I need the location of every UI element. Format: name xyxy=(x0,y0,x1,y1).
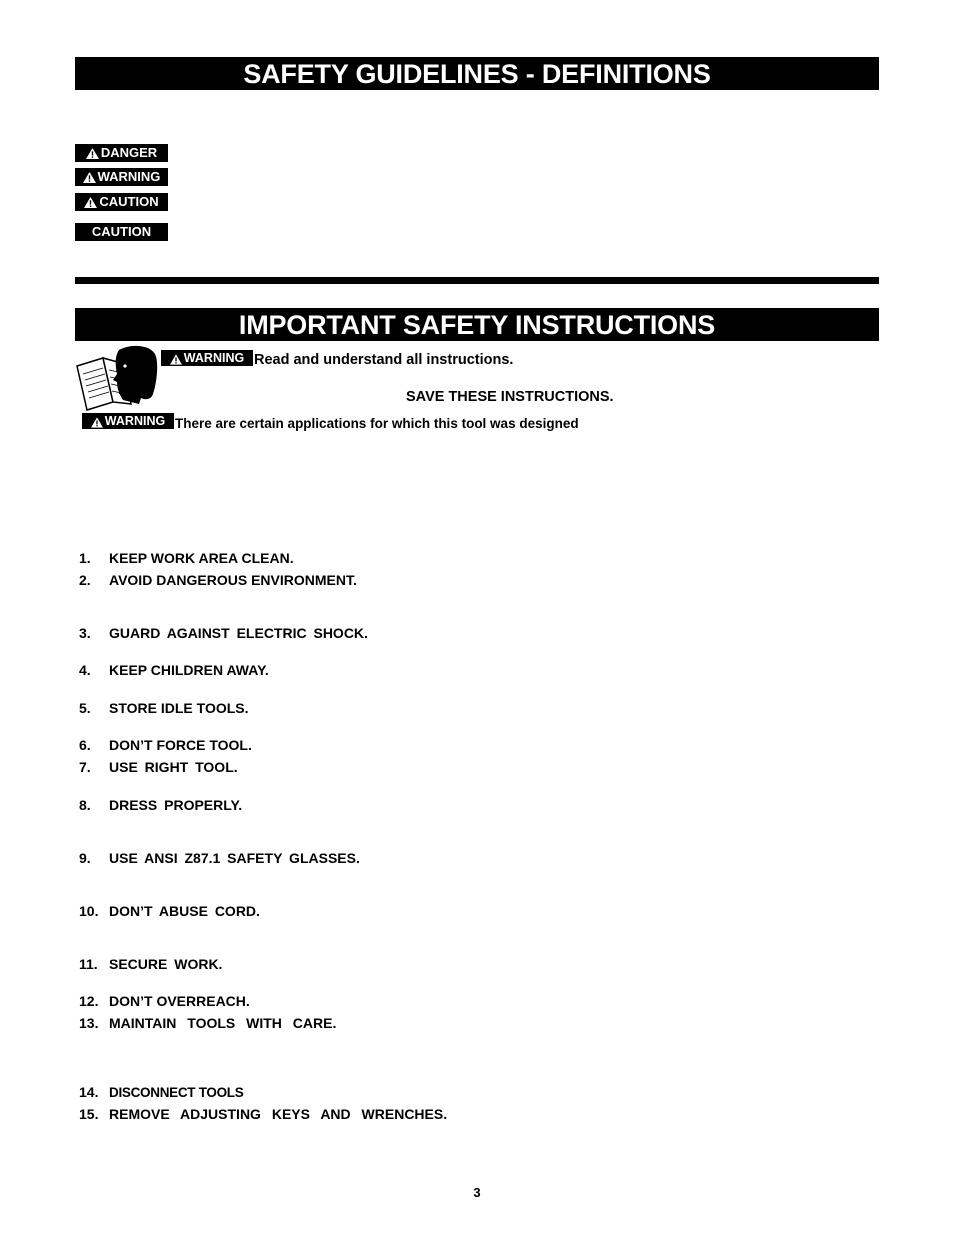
signal-word: WARNING xyxy=(183,351,245,365)
save-instructions-text: SAVE THESE INSTRUCTIONS. xyxy=(406,389,614,405)
alert-triangle-icon xyxy=(86,148,99,159)
signal-word: CAUTION xyxy=(99,194,159,209)
list-item: 7. USE RIGHT TOOL. xyxy=(79,759,238,775)
warning-signal-label xyxy=(161,350,253,366)
page-number: 3 xyxy=(473,1185,481,1200)
alert-triangle-icon xyxy=(170,353,182,364)
list-item: 5. STORE IDLE TOOLS. xyxy=(79,700,249,716)
list-item: 8. DRESS PROPERLY. xyxy=(79,797,243,813)
list-item: 4. KEEP CHILDREN AWAY. xyxy=(79,662,269,678)
applications-warning-text: There are certain applications for which this tool was designed xyxy=(175,416,579,431)
reader-with-manual-icon xyxy=(73,344,159,412)
list-item: 13. MAINTAIN TOOLS WITH CARE. xyxy=(79,1015,337,1031)
caution-no-symbol-label xyxy=(75,223,168,241)
list-item: 14. DISCONNECT TOOLS xyxy=(79,1084,244,1100)
signal-word: CAUTION xyxy=(91,224,152,239)
alert-triangle-icon xyxy=(91,416,103,427)
warning-signal-label xyxy=(75,168,168,186)
signal-word: WARNING xyxy=(97,169,161,184)
list-item: 6. DON’T FORCE TOOL. xyxy=(79,737,252,753)
safety-guidelines-heading: SAFETY GUIDELINES - DEFINITIONS xyxy=(75,57,879,90)
list-item: 3. GUARD AGAINST ELECTRIC SHOCK. xyxy=(79,625,368,641)
section-divider xyxy=(75,277,879,284)
list-item: 9. USE ANSI Z87.1 SAFETY GLASSES. xyxy=(79,850,360,866)
important-safety-instructions-heading: IMPORTANT SAFETY INSTRUCTIONS xyxy=(75,308,879,341)
list-item: 11. SECURE WORK. xyxy=(79,956,223,972)
caution-signal-label xyxy=(75,193,168,211)
list-item: 2. AVOID DANGEROUS ENVIRONMENT. xyxy=(79,572,357,588)
list-item: 15. REMOVE ADJUSTING KEYS AND WRENCHES. xyxy=(79,1106,448,1122)
read-instructions-text: Read and understand all instructions. xyxy=(254,352,514,368)
signal-word: DANGER xyxy=(100,145,158,160)
danger-signal-label xyxy=(75,144,168,162)
alert-triangle-icon xyxy=(84,197,97,208)
list-item: 10. DON’T ABUSE CORD. xyxy=(79,903,260,919)
warning-signal-label xyxy=(82,413,174,429)
signal-word: WARNING xyxy=(104,414,166,428)
alert-triangle-icon xyxy=(83,172,96,183)
list-item: 1. KEEP WORK AREA CLEAN. xyxy=(79,550,294,566)
list-item: 12. DON’T OVERREACH. xyxy=(79,993,250,1009)
